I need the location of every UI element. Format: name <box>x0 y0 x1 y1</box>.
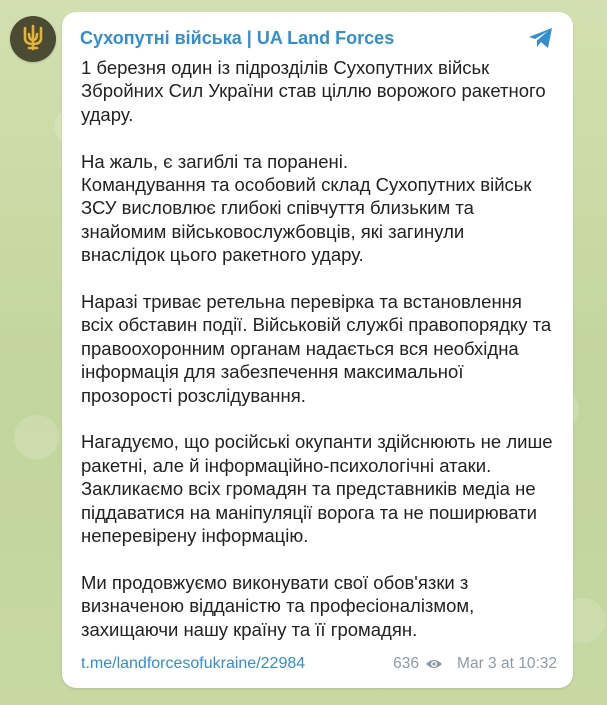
message-meta <box>393 655 557 673</box>
message-paragraph-5: Ми продовжуємо виконувати свої обов'язки з визначеною відданістю та професіоналізмом, захищаючи нашу країну та її громадян. <box>81 571 475 640</box>
message-paragraph-1: 1 березня один із підрозділів Сухопутних військ Збройних Сил України став ціллю ворожого ракетного удару. <box>81 57 546 125</box>
timestamp: Mar 3 at 10:32 <box>457 655 557 672</box>
share-button[interactable] <box>525 26 557 54</box>
eye-icon <box>425 658 443 670</box>
message-paragraph-3: Наразі триває ретельна перевірка та встановлення всіх обставин події. Військовій службі правопорядку та правоохоронним органам надається вся необхідна інформація для забезпечення максимальної прозорості розслідування. <box>81 291 552 406</box>
message-paragraph-4: Нагадуємо, що російські окупанти здійснюють не лише ракетні, але й інформаційно-психологічні атаки. Закликаємо всіх громадян та представників медіа не піддаватися на маніпуляції ворога та не поширювати неперевірену інформацію. <box>81 431 553 547</box>
channel-name[interactable]: Сухопутні війська | UA Land Forces <box>80 28 395 48</box>
post-link[interactable]: t.me/landforcesofukraine/22984 <box>81 655 306 672</box>
message-footer <box>81 654 557 674</box>
message-paragraph-2: На жаль, є загиблі та поранені. Командування та особовий склад Сухопутних військ ЗСУ висловлює глибокі співчуття близьким та знайомим військовослужбовців, які загинули внаслідок цього ракетного удару. <box>81 150 532 266</box>
channel-avatar[interactable] <box>10 16 56 62</box>
telegram-send-icon <box>527 26 555 55</box>
message-text <box>81 56 559 664</box>
message-bubble <box>62 12 573 688</box>
trident-emblem-icon <box>18 22 48 57</box>
view-count: 636 <box>393 655 420 672</box>
